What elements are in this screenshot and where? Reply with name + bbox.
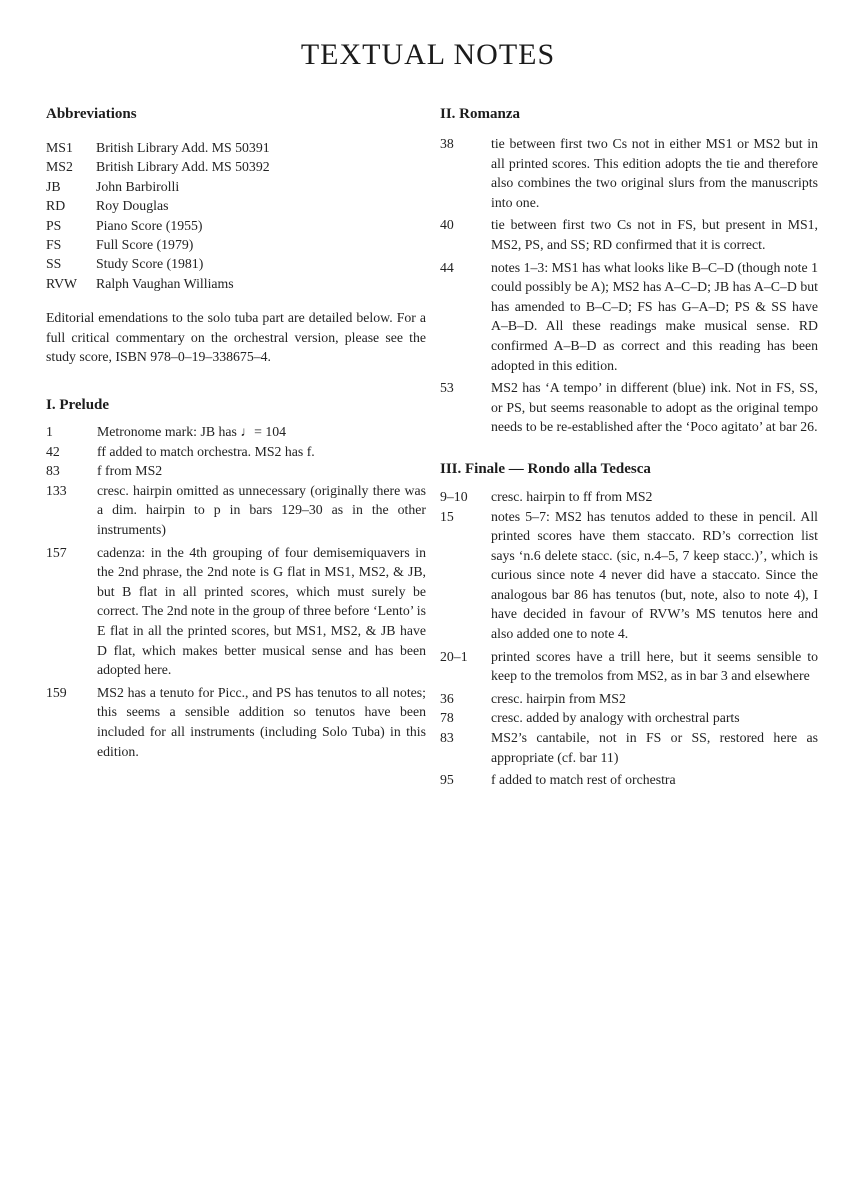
prelude-heading: I. Prelude [46, 397, 110, 414]
abbreviation-row [46, 138, 426, 157]
left-column [46, 104, 426, 761]
note-item [440, 258, 818, 376]
note-text: notes 1–3: MS1 has what looks like B–C–D (though note 1 could possibly be A); MS2 has A–C–D; JB has A–C–D but has amended to B–C–D; FS has G–A–D; PS & SS have A–B–D. All these readings make musical sense. RD confirmed A–B–D as correct and this reading has been adopted in this edition. [491, 259, 818, 373]
abbreviation-code: PS [46, 217, 62, 233]
intro-paragraph: Editorial emendations to the solo tuba part are detailed below. For a full critical commentary on the orchestral version, please see the study score, ISBN 978–0–19–338675–4. [46, 310, 426, 365]
abbreviation-desc: Piano Score (1955) [96, 217, 203, 233]
note-item [440, 378, 818, 437]
note-item [46, 683, 426, 761]
note-item [440, 487, 818, 507]
bar-number: 133 [46, 482, 67, 498]
bar-number: 53 [440, 380, 454, 396]
bar-number: 1 [46, 424, 53, 440]
abbreviation-row [46, 274, 426, 293]
note-text: f added to match rest of orchestra [491, 772, 676, 788]
note-item [440, 134, 818, 212]
bar-number: 38 [440, 136, 454, 151]
bar-number: 78 [440, 710, 454, 726]
note-text: cadenza: in the 4th grouping of four demisemiquavers in the 2nd phrase, the 2nd note is G flat in MS1, MS2, & JB, but B flat in all printed scores, which must surely be correct. The 2nd note in the group of three before ‘Lento’ is E flat in all the printed scores, but MS1, MS2, & JB have D flat, which makes better musical sense and has been adopted here. [97, 544, 426, 678]
note-text: MS2 has a tenuto for Picc., and PS has tenutos to all notes; this seems a sensible addition so tenutos have been included for all instruments (including Solo Tuba) in this edition. [97, 684, 426, 759]
bar-number: 83 [440, 730, 454, 746]
bar-number: 15 [440, 508, 454, 524]
note-text: cresc. hairpin to ff from MS2 [491, 488, 653, 504]
note-item [46, 461, 426, 481]
note-text: MS2’s cantabile, not in FS or SS, restored here as appropriate (cf. bar 11) [491, 730, 818, 765]
finale-notes [440, 487, 818, 790]
note-item [440, 507, 818, 644]
bar-number: 36 [440, 690, 454, 706]
note-item [440, 689, 818, 709]
abbreviation-desc: John Barbirolli [96, 178, 180, 194]
abbreviation-desc: Ralph Vaughan Williams [96, 275, 234, 291]
abbreviation-desc: British Library Add. MS 50392 [96, 159, 270, 175]
finale-heading: III. Finale — Rondo alla Tedesca [440, 460, 651, 477]
note-item [440, 770, 818, 790]
bar-number: 44 [440, 259, 454, 275]
bar-number: 95 [440, 772, 454, 788]
abbreviation-code: RVW [46, 275, 78, 291]
note-text: Metronome mark: JB has ♩= 104 [97, 424, 287, 440]
note-text: notes 5–7: MS2 has tenutos added to these in pencil. All printed scores have them staccato. RD’s correction list says ‘n.6 delete stacc. (sic, n.4–5, 7 keep stacc.)’, which is curious since note 4 never did have a staccato. Since the analogous bar 86 has tenutos (but, note, also to note 4), I have decided in favour of RVW’s MS tenutos here and also added one to note 4. [491, 508, 818, 642]
abbreviation-row [46, 235, 426, 254]
romanza-notes [440, 134, 818, 437]
bar-number: 20–1 [440, 648, 468, 664]
note-text: ff added to match orchestra. MS2 has f. [97, 443, 315, 459]
abbreviation-code: JB [46, 178, 61, 194]
abbreviation-row [46, 254, 426, 273]
bar-number: 83 [46, 463, 60, 479]
abbreviation-code: RD [46, 198, 66, 214]
abbreviation-desc: Roy Douglas [96, 198, 169, 214]
note-item [440, 728, 818, 767]
note-item [440, 215, 818, 254]
note-item [46, 442, 426, 462]
note-item [46, 481, 426, 540]
bar-number: 9–10 [440, 488, 468, 504]
romanza-heading: II. Romanza [440, 106, 521, 122]
abbreviation-row [46, 216, 426, 235]
bar-number: 157 [46, 544, 67, 560]
abbreviation-row [46, 177, 426, 196]
abbreviation-desc: Full Score (1979) [96, 237, 194, 253]
abbreviation-code: MS2 [46, 159, 73, 175]
abbreviation-code: FS [46, 237, 62, 253]
note-text: printed scores have a trill here, but it seems sensible to keep to the tremolos from MS2, as in bar 3 and elsewhere [491, 648, 818, 684]
note-text: cresc. hairpin omitted as unnecessary (originally there was a dim. hairpin to p in bars 129–30 as in the other instruments) [97, 482, 426, 537]
note-text: tie between first two Cs not in either MS1 or MS2 but in all printed scores. This edition adopts the tie and therefore also combines the two original slurs from the manuscripts into one. [491, 136, 818, 210]
right-column [440, 104, 818, 790]
note-item [46, 422, 426, 442]
bar-number: 42 [46, 443, 60, 459]
note-text: MS2 has ‘A tempo’ in different (blue) ink. Not in FS, SS, or PS, but seems reasonable to adopt as the original tempo needs to be re-established after the ‘Poco agitato’ at bar 26. [491, 380, 818, 435]
note-text: cresc. hairpin from MS2 [491, 690, 626, 706]
abbreviation-desc: Study Score (1981) [96, 256, 204, 272]
abbreviations-heading: Abbreviations [46, 106, 137, 122]
page-title: TEXTUAL NOTES [300, 38, 556, 71]
note-text: f from MS2 [97, 463, 163, 479]
note-text: tie between first two Cs not in FS, but present in MS1, MS2, PS, and SS; RD confirmed that it is correct. [491, 217, 818, 252]
abbreviation-desc: British Library Add. MS 50391 [96, 140, 270, 155]
abbreviation-row [46, 157, 426, 176]
prelude-notes [46, 422, 426, 761]
note-item [440, 708, 818, 728]
abbreviations-table [46, 138, 426, 293]
abbreviation-row [46, 196, 426, 215]
bar-number: 40 [440, 217, 454, 233]
note-text: cresc. added by analogy with orchestral parts [491, 710, 740, 726]
note-item [46, 543, 426, 680]
bar-number: 159 [46, 684, 67, 700]
abbreviation-code: SS [46, 256, 62, 272]
abbreviation-code: MS1 [46, 140, 73, 155]
note-item [440, 647, 818, 686]
